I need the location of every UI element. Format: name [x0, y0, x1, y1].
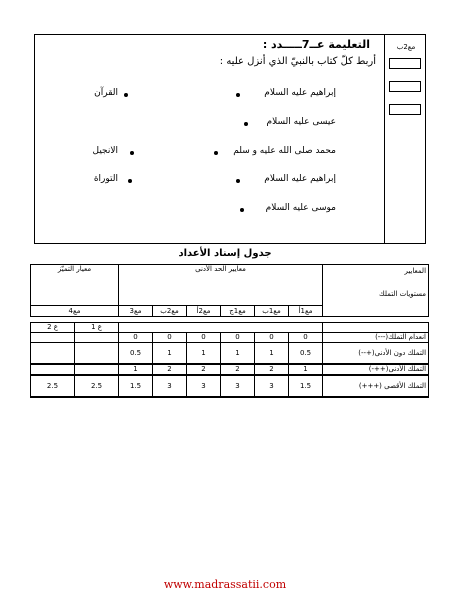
cell: [75, 333, 119, 343]
prophet-item-3: محمد صلى الله عليه و سلم: [233, 146, 336, 156]
cell: 0: [221, 333, 255, 343]
criteria-header: [323, 265, 429, 317]
cell: 2: [187, 364, 221, 375]
row-spacer-label: [323, 323, 429, 333]
cell: 0: [255, 333, 289, 343]
excellence-subheader: مع4: [31, 306, 119, 317]
cell: 2: [153, 364, 187, 375]
min-criteria-header: معايير الحد الأدنى: [119, 265, 323, 306]
book-item-2: الانجيل: [92, 146, 118, 156]
book-item-1: القرآن: [94, 88, 118, 98]
cell: 0: [289, 333, 323, 343]
sub-col-3: مع1ج: [221, 306, 255, 317]
book-dot-2[interactable]: [130, 151, 134, 155]
grading-table-title: جدول إسناد الأعداد: [178, 248, 272, 259]
cell: 2.5: [31, 375, 75, 397]
sub-col-4: مع2أ: [187, 306, 221, 317]
footer-url[interactable]: www.madrassatii.com: [163, 578, 287, 591]
cell: [75, 343, 119, 365]
prophet-dot-2[interactable]: [244, 122, 248, 126]
score-box-3[interactable]: [389, 104, 421, 115]
sub-col-2: مع1ب: [255, 306, 289, 317]
levels-header-label: مستويات التملك: [378, 290, 427, 298]
row-label-4: التملك الأقصى (+++): [323, 375, 429, 397]
criterion-label: مع2ب: [396, 43, 416, 51]
cell: [31, 343, 75, 365]
cell: 1: [289, 364, 323, 375]
prophet-item-2: عيسى عليه السلام: [266, 117, 336, 127]
cell: 3: [187, 375, 221, 397]
prophet-dot-1[interactable]: [236, 93, 240, 97]
cell: 1: [221, 343, 255, 365]
cell: 2: [255, 364, 289, 375]
prophet-dot-5[interactable]: [240, 208, 244, 212]
criteria-header-label: المعايير: [404, 267, 427, 275]
cell: 0: [119, 333, 153, 343]
row-label-2: التملك دون الأدنى(+--): [323, 343, 429, 365]
sub-col-6: مع3: [119, 306, 153, 317]
score-column: [384, 34, 426, 244]
sub-col-5: مع2ب: [153, 306, 187, 317]
cell: 2: [221, 364, 255, 375]
cell: [31, 364, 75, 375]
prophet-item-1: إبراهيم عليه السلام: [264, 88, 336, 98]
prophet-item-4: إبراهيم عليه السلام: [264, 174, 336, 184]
cell: 1.5: [289, 375, 323, 397]
prophet-dot-3[interactable]: [214, 151, 218, 155]
cell: 2.5: [75, 375, 119, 397]
cell: 0: [153, 333, 187, 343]
prophet-item-5: موسى عليه السلام: [265, 203, 336, 213]
sub-col-1: مع1أ: [289, 306, 323, 317]
cell: 1: [187, 343, 221, 365]
instruction-title: التعليمة عــ7ـــــدد :: [262, 38, 370, 51]
score-box-2[interactable]: [389, 81, 421, 92]
cell: 0.5: [119, 343, 153, 365]
cell: 3: [255, 375, 289, 397]
cell: 1.5: [119, 375, 153, 397]
cell: 0.5: [289, 343, 323, 365]
cell: [75, 364, 119, 375]
excellence-header: معيار التميّز: [31, 265, 119, 306]
prophet-dot-4[interactable]: [236, 179, 240, 183]
exc-col-1: ع 1: [75, 323, 119, 333]
book-dot-1[interactable]: [124, 93, 128, 97]
cell: 3: [153, 375, 187, 397]
book-dot-3[interactable]: [128, 179, 132, 183]
cell: 0: [187, 333, 221, 343]
row-spacer: [119, 323, 323, 333]
cell: 1: [153, 343, 187, 365]
exc-col-2: ع 2: [31, 323, 75, 333]
cell: 3: [221, 375, 255, 397]
cell: 1: [255, 343, 289, 365]
instruction-question: أربط كلّ كتاب بالنبيّ الذي أنزل عليه :: [219, 56, 376, 67]
grading-table: [30, 264, 429, 398]
cell: [31, 333, 75, 343]
book-item-3: التوراة: [93, 174, 118, 184]
score-box-1[interactable]: [389, 58, 421, 69]
cell: 1: [119, 364, 153, 375]
row-label-1: انعدام التملك(---): [323, 333, 429, 343]
row-label-3: التملك الأدنى(++-): [323, 364, 429, 375]
